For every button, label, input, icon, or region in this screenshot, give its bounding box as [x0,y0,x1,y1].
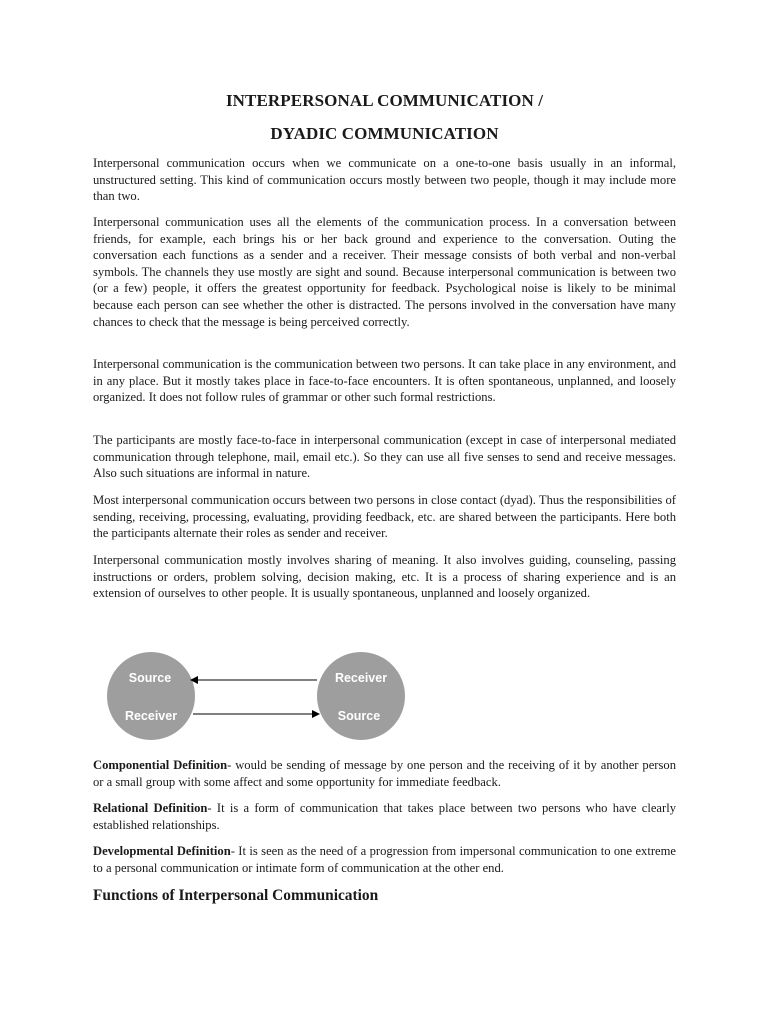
paragraph-3: Interpersonal communication is the communication between two persons. It can take place in any environment, and in any place. But it mostly takes place in face-to-face encounters. It is often spontaneous, unplanned, and loosely organized. It does not follow rules of grammar or other such formal restrictions. [93,357,676,405]
right-bottom-label: Source [337,709,381,723]
paragraph-6: Interpersonal communication mostly involves sharing of meaning. It also involves guiding, counseling, passing instructions or orders, problem solving, decision making, etc. It is a process of sharing experience and is an extension of ourselves to other people. It is usually spontaneous, unplanned and loosely organized. [93,553,676,601]
definition-relational [93,800,676,833]
definition-text: - would be sending of message by one person and the receiving of it by another person or a small group with some affect and some opportunity for immediate feedback. [93,758,676,789]
definition-componential [93,757,676,790]
right-top-label: Receiver [334,671,388,685]
definition-term: Developmental Definition [93,844,231,858]
definition-text: - It is seen as the need of a progression from impersonal communication to one extreme to a personal communication or intimate form of communication at the other end. [93,844,677,875]
document-title-line2: DYADIC COMMUNICATION [270,124,499,143]
left-bottom-label: Receiver [124,709,178,723]
definition-term: Relational Definition [93,801,208,815]
dyadic-communication-diagram [106,652,406,742]
left-top-label: Source [128,671,172,685]
left-circle [107,652,195,740]
definition-developmental [93,843,676,876]
paragraph-5: Most interpersonal communication occurs between two persons in close contact (dyad). Thus the responsibilities of sending, receiving, processing, evaluating, providing feedback, etc. are shared between the participants. Here both the participants alternate their roles as sender and receiver. [93,493,676,541]
document-title-line1: INTERPERSONAL COMMUNICATION / [225,91,544,110]
paragraph-4: The participants are mostly face-to-face in interpersonal communication (except in case of interpersonal mediated communication through telephone, mail, email etc.). So they can use all five senses to send and receive messages. Also such situations are informal in nature. [93,433,676,481]
definition-text: - It is a form of communication that takes place between two persons who have clearly established relationships. [93,801,676,832]
section-heading: Functions of Interpersonal Communication [93,887,379,904]
definition-term: Componential Definition [93,758,228,772]
paragraph-2: Interpersonal communication uses all the elements of the communication process. In a conversation between friends, for example, each brings his or her back ground and experience to the conversation. Outing the conversation each functions as a sender and a receiver. Their message consists of both verbal and non-verbal symbols. The channels they use mostly are sight and sound. Because interpersonal communication is between two (or a few) people, it offers the greatest opportunity for feedback. Psychological noise is likely to be minimal because each person can see whether the other is distracted. The persons involved in the conversation have many chances to check that the message is being perceived correctly. [93,215,676,329]
right-circle [317,652,405,740]
paragraph-1: Interpersonal communication occurs when we communicate on a one-to-one basis usually in an informal, unstructured setting. This kind of communication occurs mostly between two people, though it may include more than two. [93,156,676,204]
